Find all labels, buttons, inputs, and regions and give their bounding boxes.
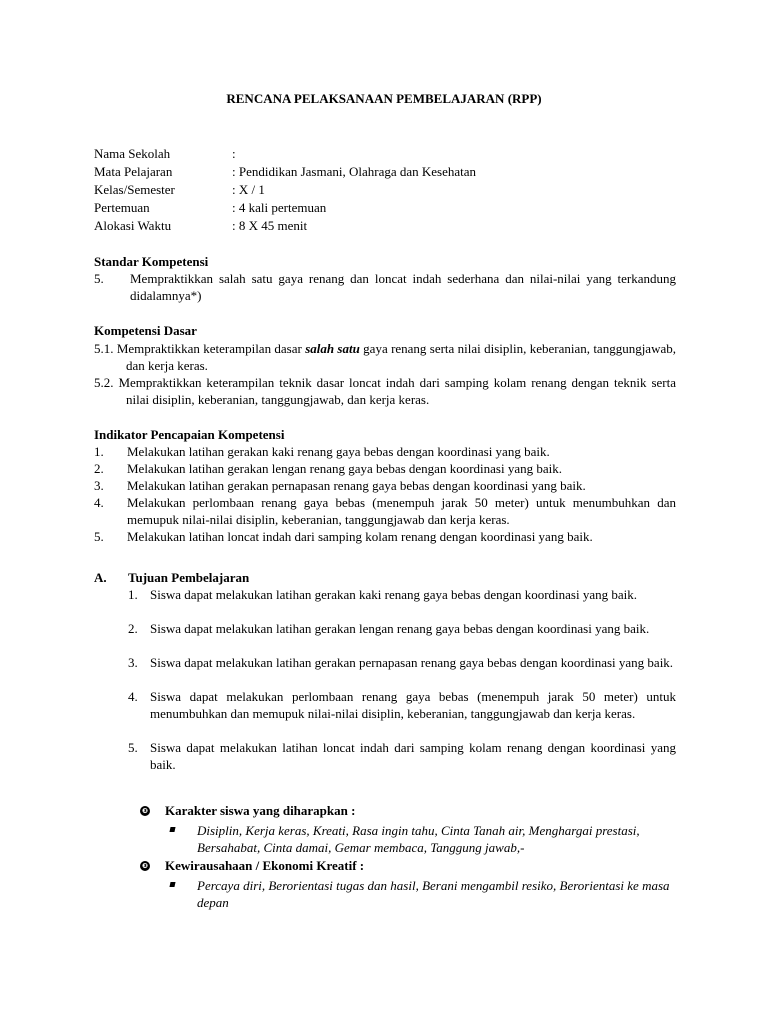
info-value: : 8 X 45 menit	[232, 218, 308, 233]
info-row-mata-pelajaran	[94, 163, 476, 181]
section-letter: A.	[94, 570, 107, 585]
list-item	[128, 688, 676, 739]
item-number: 3.	[128, 655, 138, 670]
kewirausahaan-heading-row	[140, 857, 680, 874]
info-label: Mata Pelajaran	[94, 164, 173, 179]
info-row-kelas-semester	[94, 181, 476, 199]
item-number: 2.	[128, 621, 138, 636]
kewirausahaan-heading: Kewirausahaan / Ekonomi Kreatif :	[165, 858, 365, 873]
item-number: 3.	[94, 478, 104, 493]
info-value: : Pendidikan Jasmani, Olahraga dan Kesehatan	[232, 164, 477, 179]
info-row-alokasi-waktu	[94, 217, 476, 235]
karakter-heading: Karakter siswa yang diharapkan :	[165, 803, 356, 818]
info-value: : X / 1	[232, 182, 265, 197]
kewirausahaan-section	[140, 857, 680, 911]
item-text: Melakukan latihan gerakan kaki renang gaya bebas dengan koordinasi yang baik.	[127, 444, 550, 459]
kompetensi-text: 5.1. Mempraktikkan keterampilan dasar	[94, 341, 306, 356]
karakter-heading-row	[140, 802, 680, 819]
kompetensi-emphasis: salah satu	[305, 341, 360, 356]
kompetensi-item-5-2: 5.2. Mempraktikkan keterampilan teknik dasar loncat indah dari samping kolam renang dengan teknik serta nilai disiplin, keberanian, tanggungjawab, dan kerja keras.	[94, 375, 676, 407]
section-title: Tujuan Pembelajaran	[128, 570, 250, 585]
list-item	[94, 443, 676, 460]
kompetensi-dasar-list	[94, 340, 676, 408]
info-label: Kelas/Semester	[94, 182, 175, 197]
list-item	[94, 477, 676, 494]
item-number: 4.	[94, 495, 104, 510]
item-text: Melakukan perlombaan renang gaya bebas (menempuh jarak 50 meter) untuk menumbuhkan dan memupuk nilai-nilai disiplin, keberanian, tanggungjawab dan kerja keras.	[127, 495, 676, 527]
list-item	[128, 620, 676, 654]
item-text: Melakukan latihan gerakan lengan renang gaya bebas dengan koordinasi yang baik.	[127, 461, 562, 476]
item-text: Melakukan latihan gerakan pernapasan renang gaya bebas dengan koordinasi yang baik.	[127, 478, 586, 493]
item-number: 1.	[128, 587, 138, 602]
info-label: Pertemuan	[94, 200, 150, 215]
square-bullet-icon	[169, 827, 175, 832]
indikator-list	[94, 443, 676, 545]
item-text: Melakukan latihan loncat indah dari samping kolam renang dengan koordinasi yang baik.	[127, 529, 593, 544]
tujuan-heading	[94, 569, 249, 586]
identity-table	[94, 145, 476, 235]
kompetensi-item-5-1	[94, 340, 676, 374]
list-item	[128, 739, 676, 773]
kewirausahaan-text: Percaya diri, Berorientasi tugas dan hasil, Berani mengambil resiko, Berorientasi ke masa depan	[197, 878, 670, 910]
item-number: 4.	[128, 689, 138, 704]
karakter-section	[140, 802, 680, 856]
karakter-item	[170, 822, 680, 856]
list-item	[94, 528, 676, 545]
circled-number-icon: ❸	[140, 806, 150, 816]
info-value: :	[232, 146, 236, 161]
item-number: 5.	[94, 529, 104, 544]
kompetensi-dasar-heading: Kompetensi Dasar	[94, 323, 197, 338]
standar-number: 5.	[94, 271, 104, 286]
item-text: Siswa dapat melakukan latihan gerakan lengan renang gaya bebas dengan koordinasi yang baik.	[150, 621, 650, 636]
info-label: Alokasi Waktu	[94, 218, 172, 233]
standar-kompetensi-heading: Standar Kompetensi	[94, 254, 209, 269]
item-number: 2.	[94, 461, 104, 476]
document-title: RENCANA PELAKSANAAN PEMBELAJARAN (RPP)	[226, 91, 542, 106]
circled-number-icon: ❸	[140, 861, 150, 871]
indikator-heading: Indikator Pencapaian Kompetensi	[94, 427, 285, 442]
info-row-pertemuan	[94, 199, 476, 217]
kewirausahaan-item	[170, 877, 680, 911]
list-item	[128, 586, 676, 620]
item-text: Siswa dapat melakukan latihan gerakan pernapasan renang gaya bebas dengan koordinasi yang baik.	[150, 655, 674, 670]
info-value: : 4 kali pertemuan	[232, 200, 327, 215]
list-item	[94, 494, 676, 528]
list-item	[94, 460, 676, 477]
item-number: 1.	[94, 444, 104, 459]
item-text: Siswa dapat melakukan latihan gerakan kaki renang gaya bebas dengan koordinasi yang baik.	[150, 587, 637, 602]
karakter-text: Disiplin, Kerja keras, Kreati, Rasa ingin tahu, Cinta Tanah air, Menghargai prestasi, Bersahabat, Cinta damai, Gemar membaca, Tanggung jawab,-	[197, 823, 640, 855]
list-item	[128, 654, 676, 688]
standar-kompetensi-item	[94, 270, 676, 304]
item-text: Siswa dapat melakukan latihan loncat indah dari samping kolam renang dengan koordinasi yang baik.	[150, 740, 676, 772]
square-bullet-icon	[169, 882, 175, 887]
kompetensi-text: gaya renang serta nilai disiplin, keberanian, tanggungjawab, dan kerja keras.	[126, 341, 676, 373]
info-row-nama-sekolah	[94, 145, 476, 163]
item-number: 5.	[128, 740, 138, 755]
standar-text: Mempraktikkan salah satu gaya renang dan loncat indah sederhana dan nilai-nilai yang terkandung didalamnya*)	[130, 271, 676, 303]
item-text: Siswa dapat melakukan perlombaan renang gaya bebas (menempuh jarak 50 meter) untuk menumbuhkan dan memupuk nilai-nilai disiplin, keberanian, tanggungjawab dan kerja keras.	[150, 689, 676, 721]
info-label: Nama Sekolah	[94, 146, 171, 161]
tujuan-list	[128, 586, 676, 773]
